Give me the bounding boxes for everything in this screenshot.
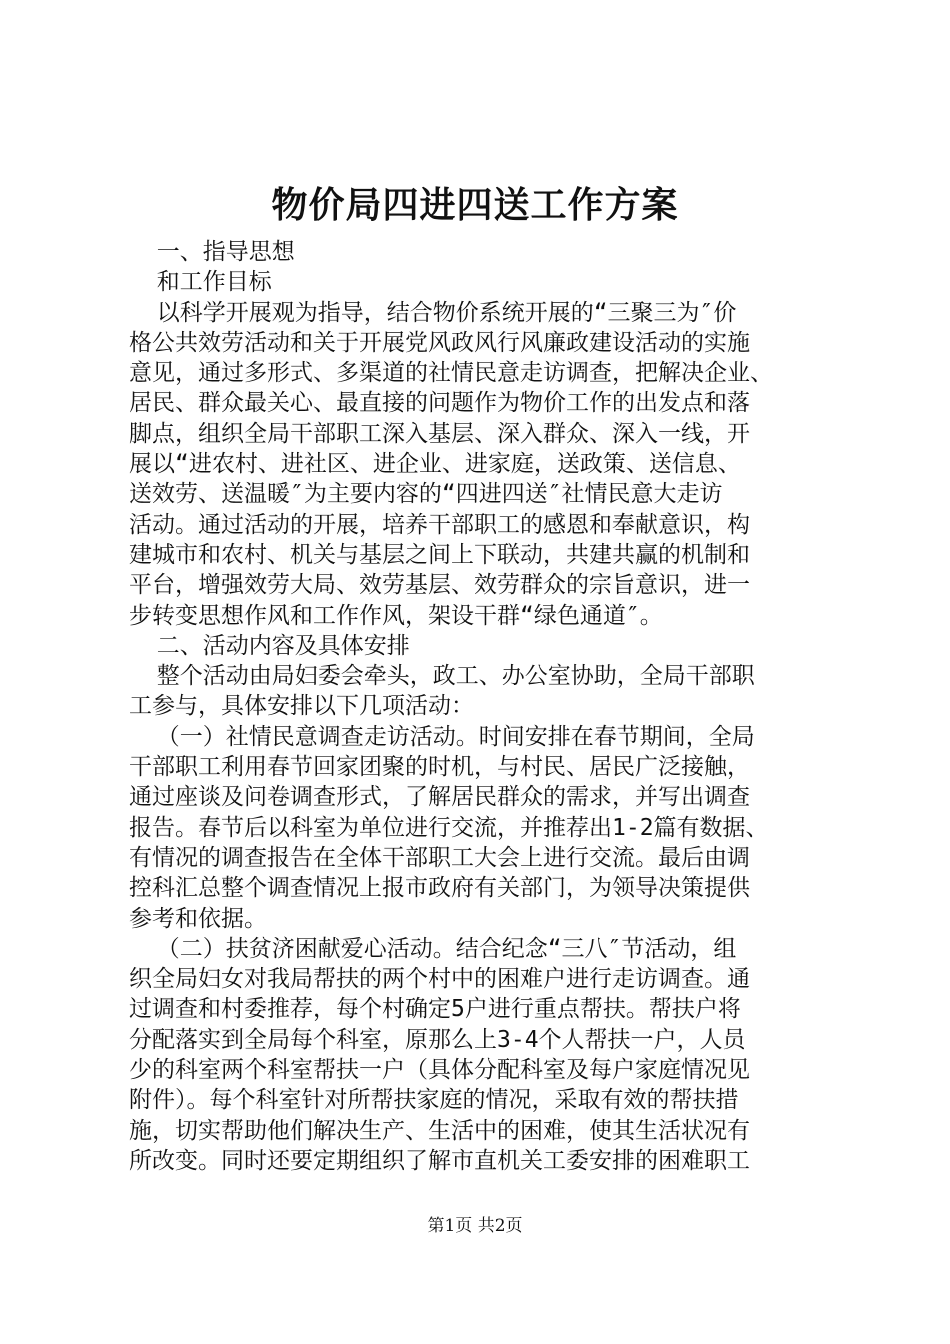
body-line: 以科学开展观为指导，结合物价系统开展的“三聚三为″价 — [129, 299, 737, 326]
body-line: 所改变。同时还要定期组织了解市直机关工委安排的困难职工 — [129, 1147, 750, 1174]
body-line: 和工作目标 — [129, 269, 272, 296]
document-title: 物价局四进四送工作方案 — [271, 184, 679, 226]
body-line: 控科汇总整个调查情况上报市政府有关部门，为领导决策提供 — [129, 875, 750, 902]
body-line: 意见，通过多形式、多渠道的社情民意走访调查，把解决企业、 — [129, 360, 773, 387]
body-line: 居民、群众最关心、最直接的问题作为物价工作的出发点和落 — [129, 390, 750, 417]
body-line: 活动。通过活动的开展，培养干部职工的感恩和奉献意识，构 — [129, 511, 750, 538]
body-line: 建城市和农村、机关与基层之间上下联动，共建共赢的机制和 — [129, 541, 750, 568]
body-line: 脚点，组织全局干部职工深入基层、深入群众、深入一线，开 — [129, 420, 750, 447]
body-line: （二）扶贫济困献爱心活动。结合纪念“三八″节活动，组 — [129, 935, 737, 962]
page-footer: 第1页 共2页 — [427, 1216, 523, 1236]
body-line: 少的科室两个科室帮扶一户（具体分配科室及每户家庭情况见 — [129, 1057, 750, 1084]
body-line: 附件）。每个科室针对所帮扶家庭的情况，采取有效的帮扶措 — [129, 1087, 739, 1114]
body-line: 过调查和村委推荐，每个村确定5户进行重点帮扶。帮扶户将 — [129, 996, 741, 1023]
body-line: 送效劳、送温暖″为主要内容的“四进四送″社情民意大走访 — [129, 481, 723, 508]
body-line: 展以“进农村、进社区、进企业、进家庭，送政策、送信息、 — [129, 451, 741, 478]
body-line: 格公共效劳活动和关于开展党风政风行风廉政建设活动的实施 — [129, 329, 750, 356]
body-line: 有情况的调查报告在全体干部职工大会上进行交流。最后由调 — [129, 844, 750, 871]
body-line: 整个活动由局妇委会牵头，政工、办公室协助，全局干部职 — [129, 663, 755, 690]
body-line: 干部职工利用春节回家团聚的时机，与村民、居民广泛接触， — [129, 754, 750, 781]
body-line: 通过座谈及问卷调查形式，了解居民群众的需求，并写出调查 — [129, 784, 750, 811]
body-line: 分配落实到全局每个科室，原那么上3-4个人帮扶一户，人员 — [129, 1026, 746, 1053]
document-body — [129, 237, 829, 1176]
body-line: 二、活动内容及具体安排 — [129, 632, 410, 659]
body-line: （一）社情民意调查走访活动。时间安排在春节期间，全局 — [129, 723, 755, 750]
body-line: 一、指导思想 — [129, 239, 295, 265]
body-line: 织全局妇女对我局帮扶的两个村中的困难户进行走访调查。通 — [129, 966, 750, 993]
body-line: 步转变思想作风和工作作风，架设干群“绿色通道″。 — [129, 602, 663, 629]
body-line: 报告。春节后以科室为单位进行交流，并推荐出1-2篇有数据、 — [129, 814, 769, 841]
body-line: 参考和依据。 — [129, 905, 267, 932]
body-line: 工参与，具体安排以下几项活动： — [129, 693, 474, 720]
body-line: 平台，增强效劳大局、效劳基层、效劳群众的宗旨意识，进一 — [129, 572, 750, 599]
body-line: 施，切实帮助他们解决生产、生活中的困难，使其生活状况有 — [129, 1117, 750, 1144]
